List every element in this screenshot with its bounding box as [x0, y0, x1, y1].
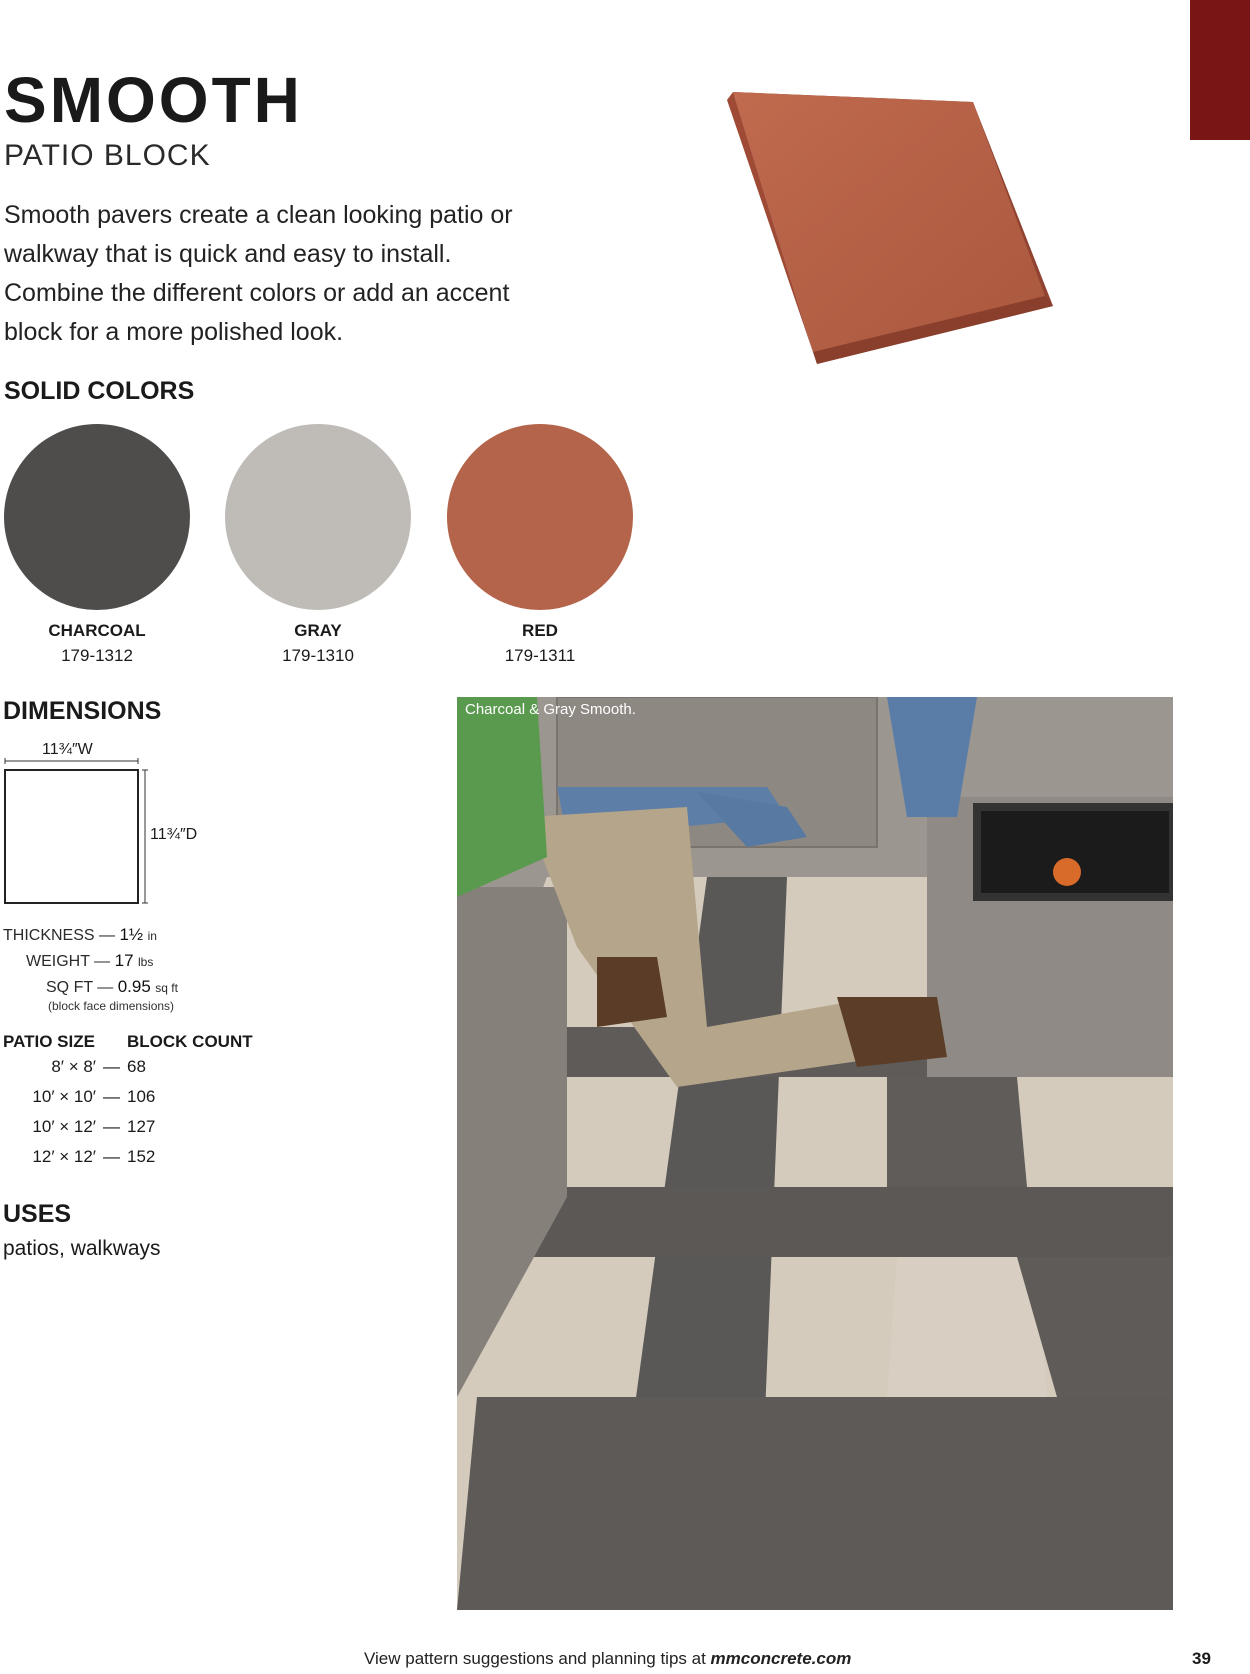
page-number: 39 [1192, 1649, 1211, 1668]
footer-text: View pattern suggestions and planning tips at mmconcrete.com [364, 1649, 852, 1668]
swatch-code: 179-1311 [504, 646, 576, 665]
block-dimension-diagram [0, 758, 150, 908]
table-row-count: 152 [127, 1147, 156, 1166]
swatch-gray [225, 424, 411, 610]
thickness-spec: THICKNESS — 1½ in [3, 925, 157, 944]
depth-label: 11¾″D [150, 826, 198, 843]
table-row-dash: — [103, 1087, 120, 1106]
swatch-charcoal [4, 424, 190, 610]
table-row-size: 12′ × 12′ [32, 1147, 96, 1166]
weight-spec: WEIGHT — 17 lbs [26, 951, 154, 970]
dimensions-heading: DIMENSIONS [3, 697, 162, 725]
table-row-size: 10′ × 10′ [32, 1087, 96, 1106]
table-row-size: 10′ × 12′ [32, 1117, 96, 1136]
lifestyle-photo [457, 697, 1173, 1610]
patio-size-header: PATIO SIZE [3, 1032, 95, 1051]
table-row-dash: — [103, 1117, 120, 1136]
swatch-name: GRAY [294, 621, 342, 640]
sqft-spec: SQ FT — 0.95 sq ft [46, 977, 178, 996]
table-row-count: 106 [127, 1087, 156, 1106]
page-title: SMOOTH [4, 64, 303, 136]
patio-scene [457, 697, 1173, 1610]
solid-colors-heading: SOLID COLORS [4, 377, 195, 405]
product-description: Smooth pavers create a clean looking patio or walkway that is quick and easy to install. Combine the different colors or add an accent block for a more polished look. [4, 201, 513, 346]
swatch-name: RED [522, 621, 558, 640]
width-label: 11¾″W [42, 741, 93, 758]
page-subtitle: PATIO BLOCK [4, 139, 211, 172]
swatch-red [447, 424, 633, 610]
table-row-count: 68 [127, 1057, 146, 1076]
paver-block-image [725, 84, 1065, 374]
swatch-code: 179-1310 [282, 646, 354, 665]
swatch-name: CHARCOAL [48, 621, 146, 640]
table-row-size: 8′ × 8′ [51, 1057, 96, 1076]
table-row-dash: — [103, 1057, 120, 1076]
uses-text: patios, walkways [3, 1237, 161, 1260]
footer-link[interactable]: mmconcrete.com [710, 1649, 852, 1668]
photo-caption: Charcoal & Gray Smooth. [465, 701, 636, 718]
table-row-dash: — [103, 1147, 120, 1166]
block-count-header: BLOCK COUNT [127, 1032, 253, 1051]
swatch-code: 179-1312 [61, 646, 133, 665]
page-tab-accent [1190, 0, 1250, 140]
table-row-count: 127 [127, 1117, 156, 1136]
uses-heading: USES [3, 1200, 72, 1228]
dimensions-note: (block face dimensions) [48, 999, 175, 1013]
